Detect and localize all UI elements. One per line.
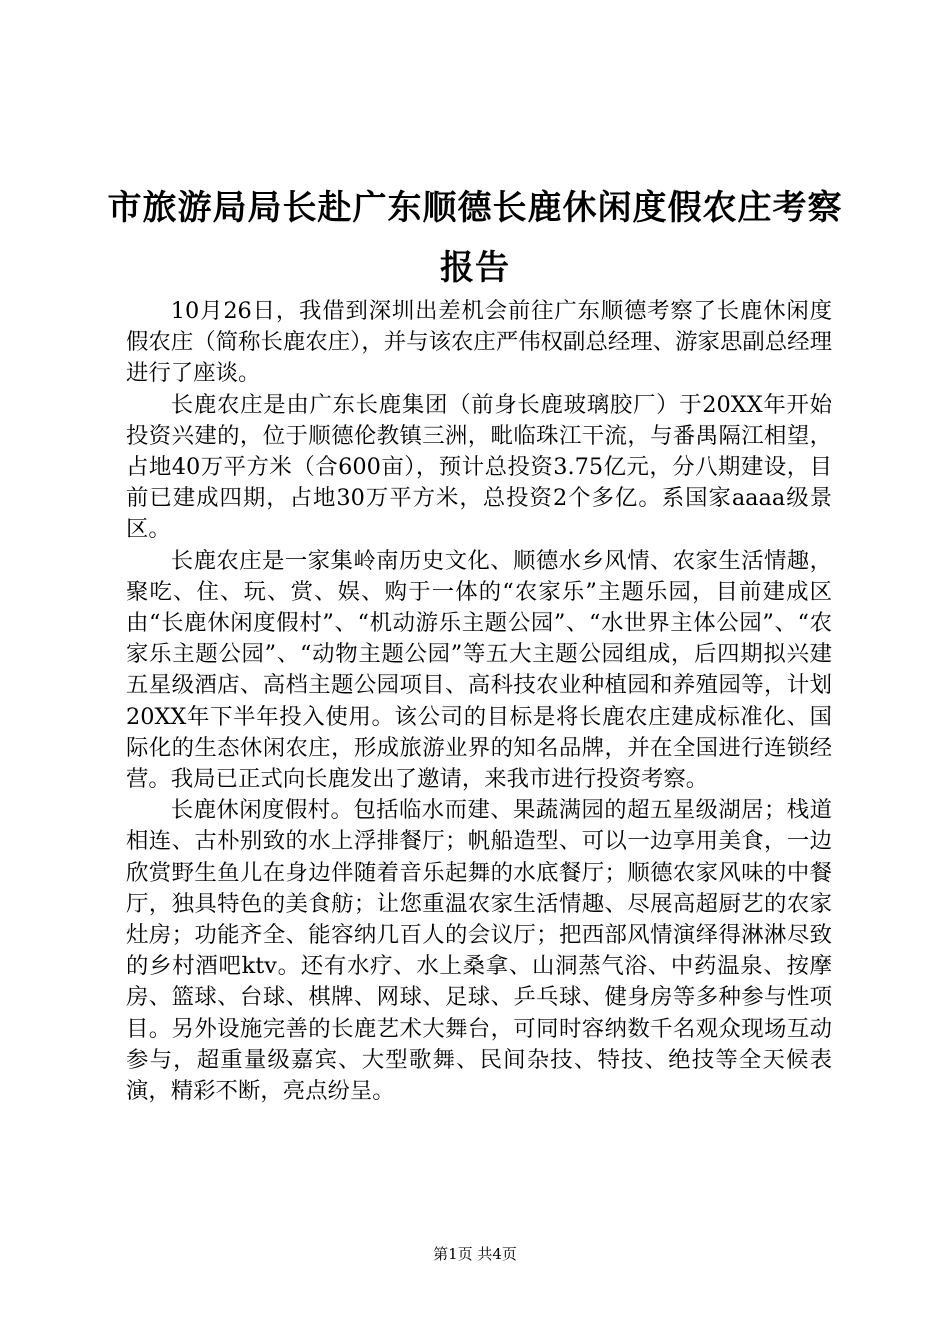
- page-footer: 第1页 共4页: [433, 1245, 517, 1263]
- paragraph-3: 长鹿农庄是一家集岭南历史文化、顺德水乡风情、农家生活情趣，聚吃、住、玩、赏、娱、购于一体的“农家乐”主题乐园，目前建成区由“长鹿休闲度假村”、“机动游乐主题公园”、“水世界主体公园”、“农家乐主题公园”、“动物主题公园”等五大主题公园组成，后四期拟兴建五星级酒店、高档主题公园项目、高科技农业种植园和养殖园等，计划20XX年下半年投入使用。该公司的目标是将长鹿农庄建成标准化、国际化的生态休闲农庄，形成旅游业界的知名品牌，并在全国进行连锁经营。我局已正式向长鹿发出了邀请，来我市进行投资考察。: [126, 547, 832, 793]
- paragraph-2: 长鹿农庄是由广东长鹿集团（前身长鹿玻璃胶厂）于20XX年开始投资兴建的，位于顺德伦教镇三洲，毗临珠江干流，与番禺隔江相望，占地40万平方米（合600亩），预计总投资3.75亿元，分八期建设，目前已建成四期，占地30万平方米，总投资2个多亿。系国家aaaa级景区。: [126, 391, 832, 543]
- paragraph-4: 长鹿休闲度假村。包括临水而建、果蔬满园的超五星级湖居；栈道相连、古朴别致的水上浮排餐厅；帆船造型、可以一边享用美食，一边欣赏野生鱼儿在身边伴随着音乐起舞的水底餐厅；顺德农家风味的中餐厅，独具特色的美食舫；让您重温农家生活情趣、尽展高超厨艺的农家灶房；功能齐全、能容纳几百人的会议厅；把西部风情演绎得淋淋尽致的乡村酒吧ktv。还有水疗、水上桑拿、山洞蒸气浴、中药温泉、按摩房、篮球、台球、棋牌、网球、足球、乒乓球、健身房等多种参与性项目。另外设施完善的长鹿艺术大舞台，可同时容纳数千名观众现场互动参与，超重量级嘉宾、大型歌舞、民间杂技、特技、绝技等全天候表演，精彩不断，亮点纷呈。: [126, 797, 832, 1105]
- document-title: 市旅游局局长赴广东顺德长鹿休闲度假农庄考察报告: [107, 188, 843, 288]
- paragraph-1: 10月26日，我借到深圳出差机会前往广东顺德考察了长鹿休闲度假农庄（简称长鹿农庄），并与该农庄严伟权副总经理、游家思副总经理进行了座谈。: [126, 298, 832, 387]
- document-body: [126, 296, 832, 1107]
